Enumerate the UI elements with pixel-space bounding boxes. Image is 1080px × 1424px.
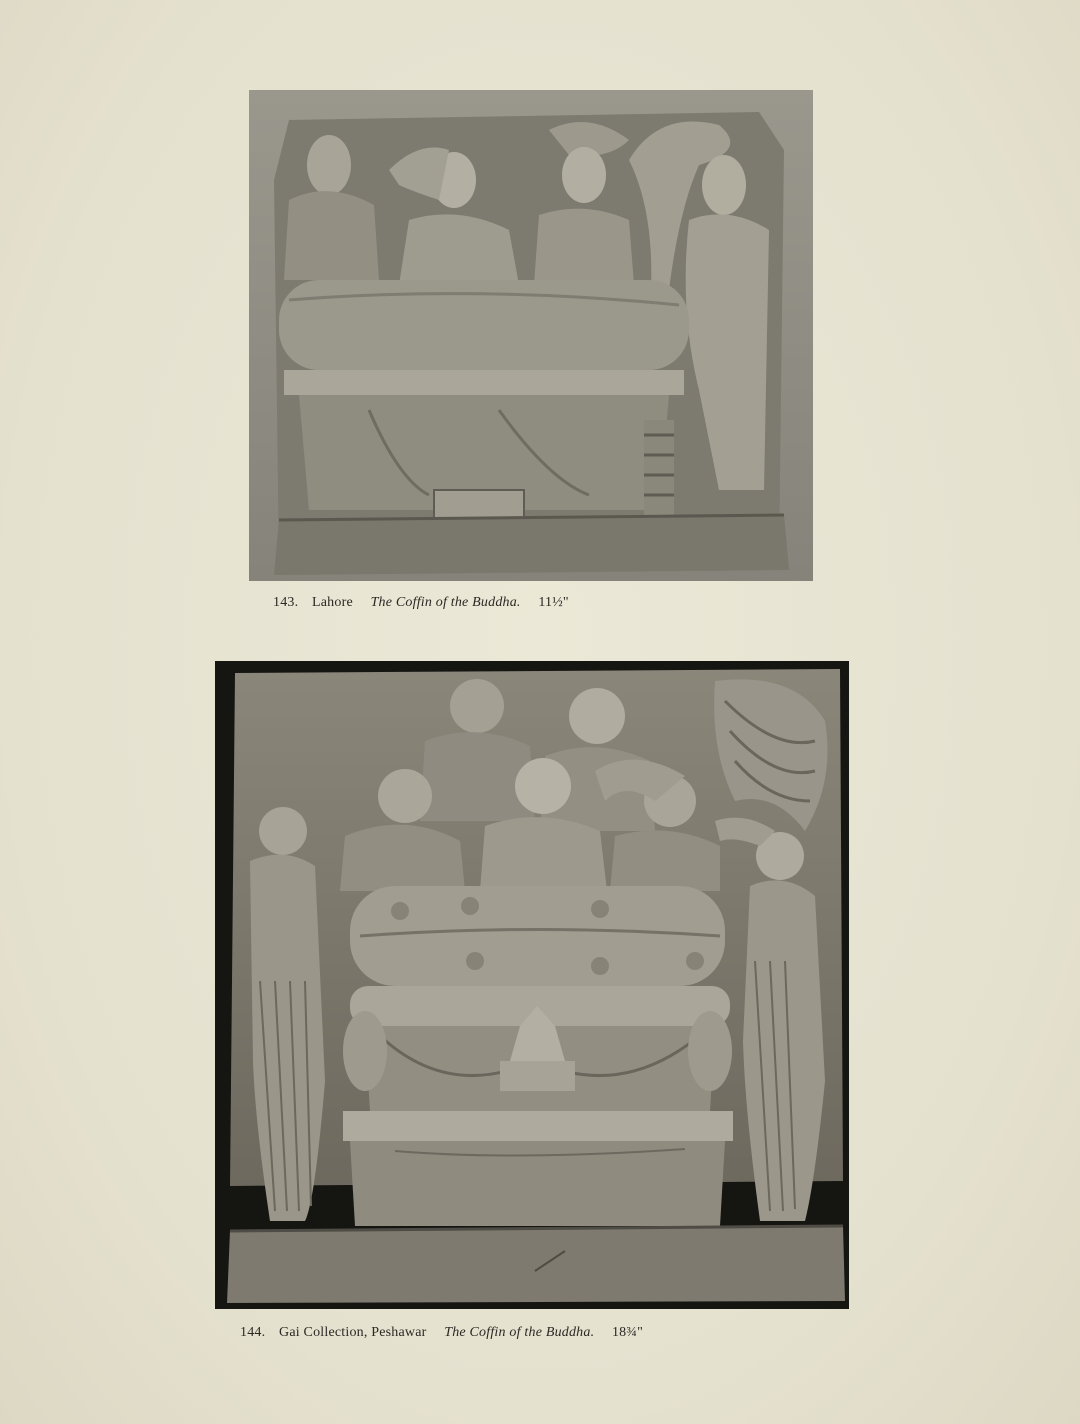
plate-title: The Coffin of the Buddha. <box>444 1325 595 1340</box>
plate-size: 11½" <box>538 595 569 610</box>
plate-title: The Coffin of the Buddha. <box>370 595 521 610</box>
plate-location: Lahore <box>312 595 353 610</box>
relief-143-illustration <box>249 90 813 581</box>
plate-number: 143. <box>273 595 299 610</box>
plate-size: 18¾" <box>611 1325 643 1340</box>
relief-144-illustration <box>215 661 849 1309</box>
plate-location: Gai Collection, Peshawar <box>279 1325 427 1340</box>
plate-number: 144. <box>240 1325 266 1340</box>
plate-143-photo <box>249 90 813 581</box>
plate-143-caption <box>273 595 569 611</box>
plate-144-caption <box>240 1325 643 1341</box>
plate-144-photo <box>215 661 849 1309</box>
